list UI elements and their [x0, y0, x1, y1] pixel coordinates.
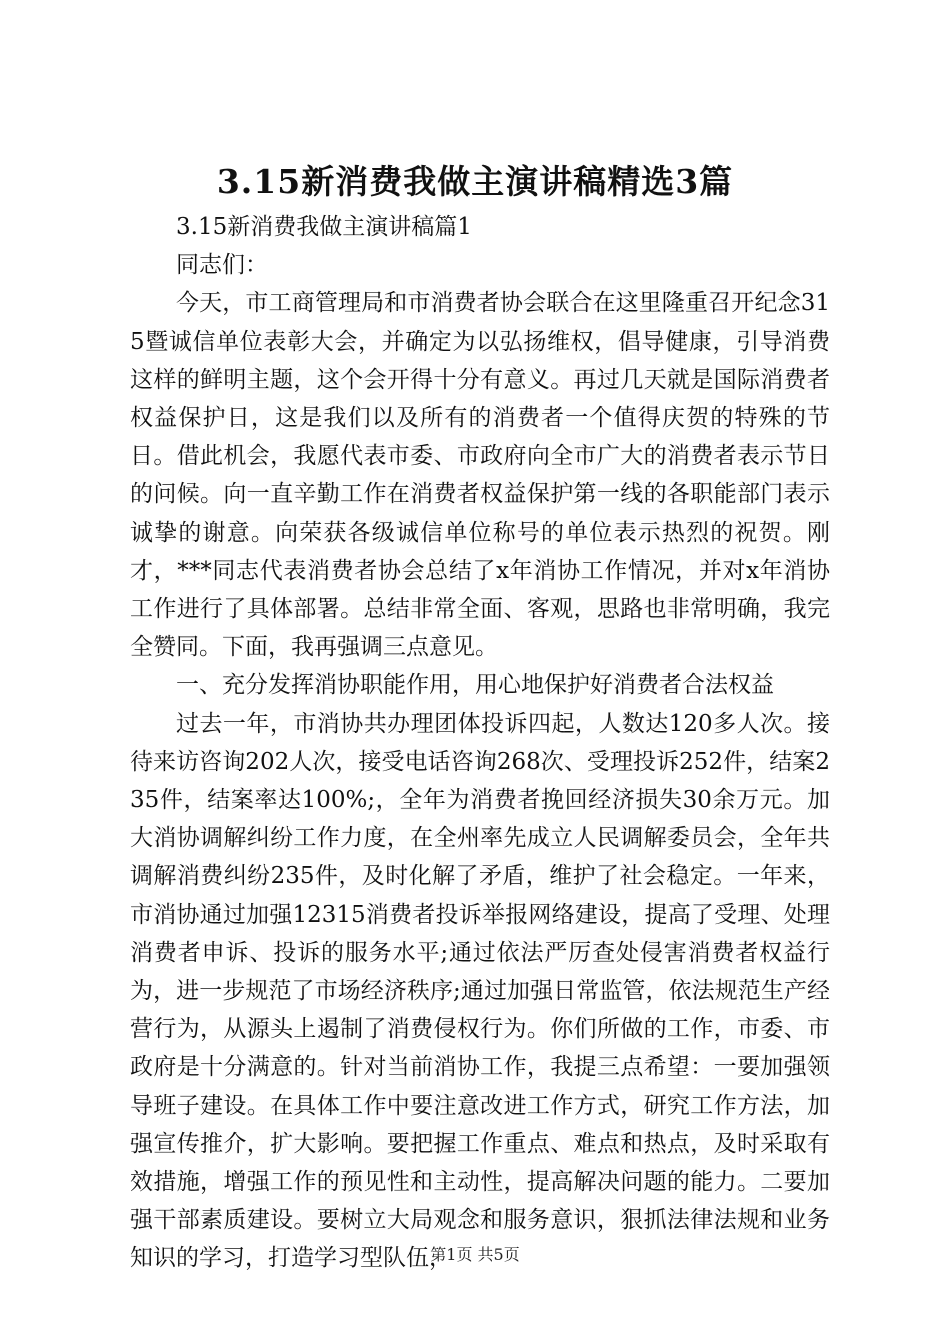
document-body — [130, 208, 830, 1278]
document-title: 3.15新消费我做主演讲稿精选3篇 — [216, 162, 734, 201]
paragraph-body: 过去一年，市消协共办理团体投诉四起，人数达120多人次。接待来访咨询202人次，接受电话咨询268次、受理投诉252件，结案235件，结案率达100%;，全年为消费者挽回经济损失30余万元。加大消协调解纠纷工作力度，在全州率先成立人民调解委员会，全年共调解消费纠纷235件，及时化解了矛盾，维护了社会稳定。一年来，市消协通过加强12315消费者投诉举报网络建设，提高了受理、处理消费者申诉、投诉的服务水平;通过依法严厉查处侵害消费者权益行为，进一步规范了市场经济秩序;通过加强日常监管，依法规范生产经营行为，从源头上遏制了消费侵权行为。你们所做的工作，市委、市政府是十分满意的。针对当前消协工作，我提三点希望：一要加强领导班子建设。在具体工作中要注意改进工作方式，研究工作方法，加强宣传推介，扩大影响。要把握工作重点、难点和热点，及时采取有效措施，增强工作的预见性和主动性，提高解决问题的能力。二要加强干部素质建设。要树立大局观念和服务意识，狠抓法律法规和业务知识的学习，打造学习型队伍， — [130, 710, 830, 1272]
paragraph-point-heading: 一、充分发挥消协职能作用，用心地保护好消费者合法权益 — [176, 672, 774, 699]
salutation: 同志们： — [176, 252, 268, 279]
section-heading: 3.15新消费我做主演讲稿篇1 — [176, 214, 472, 240]
page-footer: 第1页 共5页 — [430, 1245, 520, 1264]
paragraph-opening: 今天，市工商管理局和市消费者协会联合在这里隆重召开纪念315暨诚信单位表彰大会，并确定为以弘扬维权，倡导健康，引导消费这样的鲜明主题，这个会开得十分有意义。再过几天就是国际消费者权益保护日，这是我们以及所有的消费者一个值得庆贺的特殊的节日。借此机会，我愿代表市委、市政府向全市广大的消费者表示节日的问候。向一直辛勤工作在消费者权益保护第一线的各职能部门表示诚挚的谢意。向荣获各级诚信单位称号的单位表示热烈的祝贺。刚才，***同志代表消费者协会总结了x年消协工作情况，并对x年消协工作进行了具体部署。总结非常全面、客观，思路也非常明确，我完全赞同。下面，我再强调三点意见。 — [130, 290, 830, 661]
